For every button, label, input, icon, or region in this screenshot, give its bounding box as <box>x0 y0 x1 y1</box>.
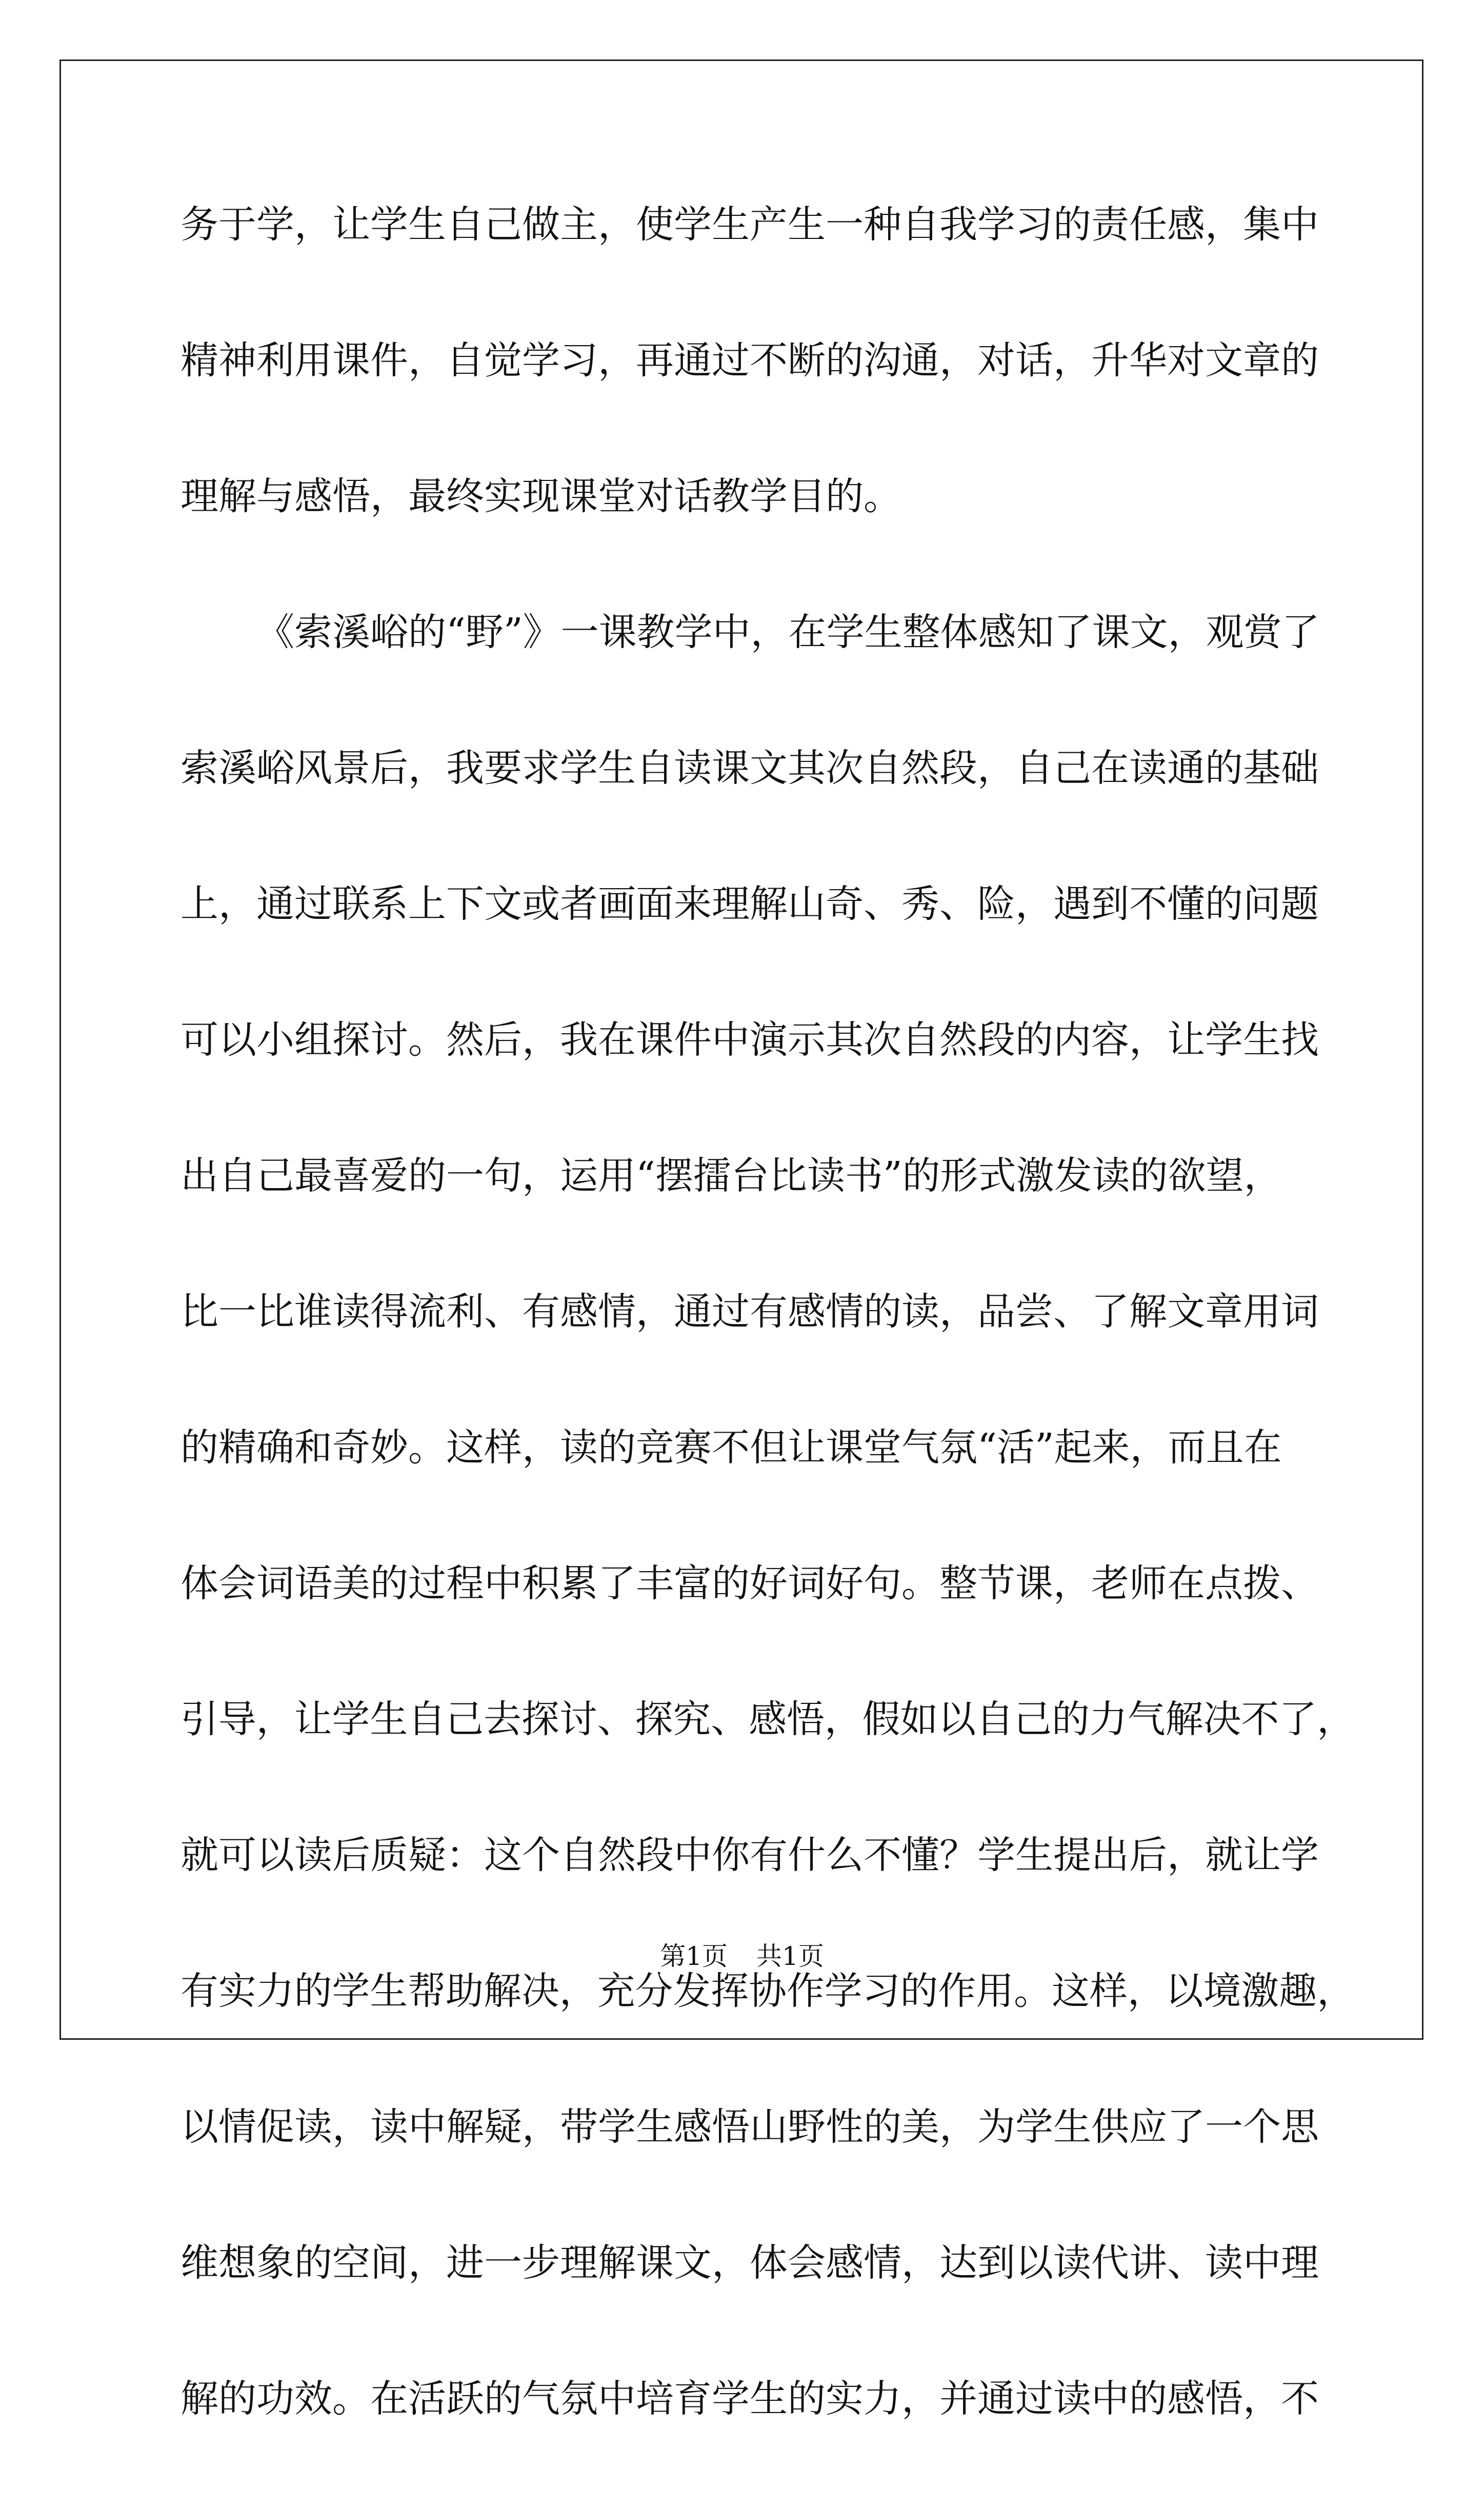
page-footer <box>0 1941 1484 1972</box>
page-total: 共1页 <box>756 1941 824 1971</box>
text-line: 上，通过联系上下文或者画面来理解山奇、秀、险，遇到不懂的问题 <box>181 882 1319 926</box>
text-line: 解的功效。在活跃的气氛中培育学生的实力，并通过读中的感悟，不 <box>181 2377 1319 2421</box>
text-line: 比一比谁读得流利、有感情，通过有感情的读，品尝、了解文章用词 <box>181 1290 1319 1334</box>
text-line: 出自己最喜爱的一句，运用“摆擂台比读书”的形式激发读的欲望， <box>181 1154 1282 1198</box>
text-line-indented: 《索溪峪的“野”》一课教学中，在学生整体感知了课文，观赏了 <box>256 610 1320 654</box>
document-body <box>181 200 1355 2510</box>
page-number: 第1页 <box>660 1941 728 1971</box>
text-line: 就可以读后质疑：这个自然段中你有什么不懂？学生提出后，就让学 <box>181 1833 1319 1877</box>
text-line: 务于学，让学生自己做主，使学生产生一种自我学习的责任感，集中 <box>181 203 1319 247</box>
text-line: 可以小组探讨。然后，我在课件中演示其次自然段的内容，让学生找 <box>181 1018 1319 1062</box>
text-line: 精神利用课件，自觉学习，再通过不断的沟通，对话，升华对文章的 <box>181 338 1319 383</box>
text-line: 维想象的空间，进一步理解课文，体会感情，达到以读代讲、读中理 <box>181 2241 1319 2285</box>
text-line: 索溪峪风景后，我要求学生自读课文其次自然段，自己在读通的基础 <box>181 746 1319 790</box>
text-line: 体会词语美的过程中积累了丰富的好词好句。整节课，老师在点拨、 <box>181 1561 1319 1605</box>
text-line: 理解与感悟，最终实现课堂对话教学目的。 <box>181 474 901 518</box>
text-line: 引导，让学生自己去探讨、探究、感悟，假如以自己的力气解决不了， <box>181 1697 1355 1741</box>
text-line: 以情促读，读中解疑，带学生感悟山野性的美，为学生供应了一个思 <box>181 2105 1319 2149</box>
text-line: 有实力的学生帮助解决，充分发挥协作学习的作用。这样，以境激趣， <box>181 1969 1355 2013</box>
text-line: 的精确和奇妙。这样，读的竞赛不但让课堂气氛“活”起来，而且在 <box>181 1425 1282 1470</box>
